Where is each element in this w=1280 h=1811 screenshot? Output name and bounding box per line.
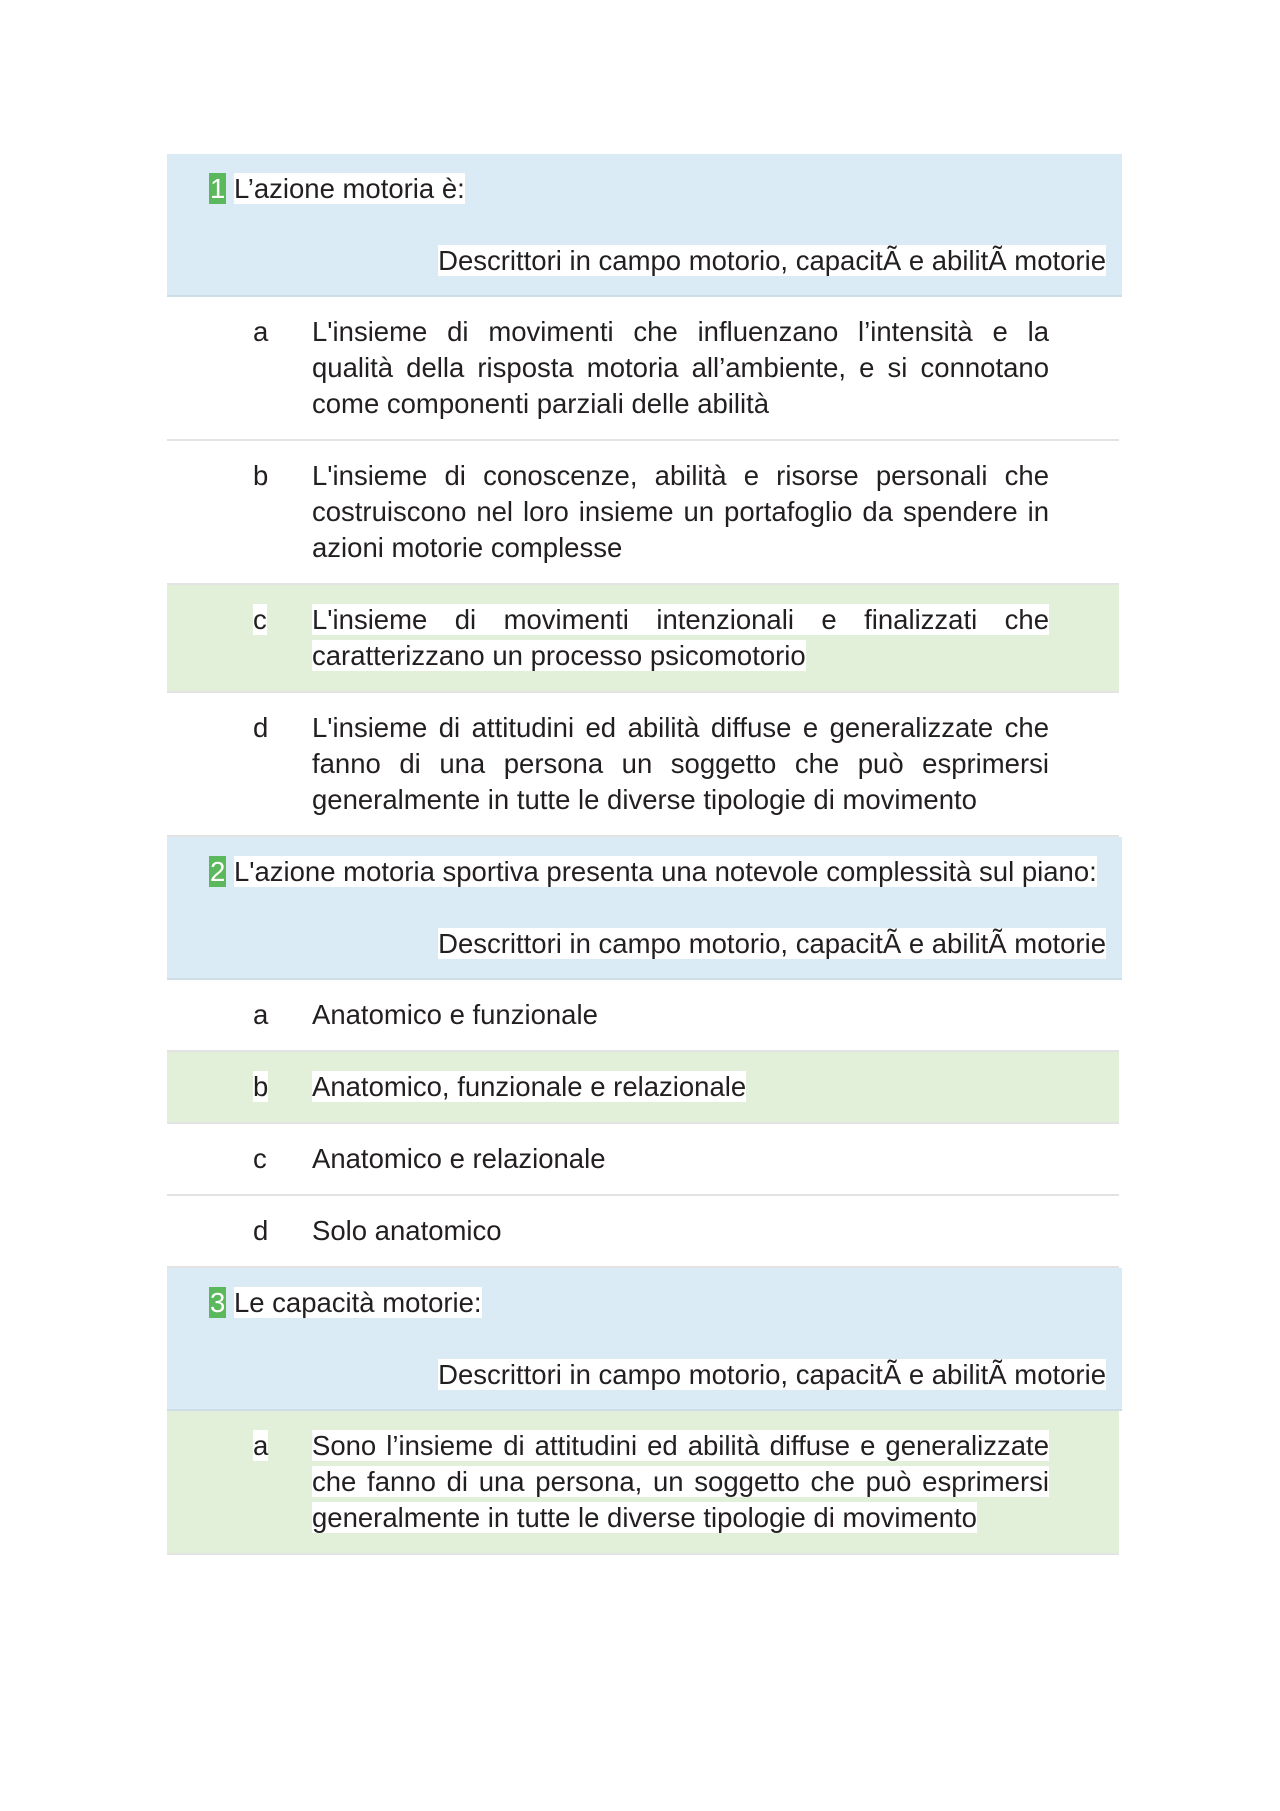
question-header	[167, 154, 1122, 297]
option-letter: c	[253, 604, 267, 635]
option-text: L'insieme di movimenti intenzionali e finalizzati che caratterizzano un processo psicomotorio	[312, 604, 1049, 671]
option-text: Anatomico, funzionale e relazionale	[312, 1071, 747, 1102]
option-letter: d	[253, 1215, 269, 1246]
question-number-badge: 1	[210, 173, 226, 204]
answer-option-d[interactable]	[167, 1196, 1119, 1268]
question-number-badge: 2	[210, 856, 226, 887]
option-text: Anatomico e funzionale	[312, 999, 598, 1030]
question-header	[167, 837, 1122, 980]
option-letter: a	[253, 999, 269, 1030]
answer-option-a-correct[interactable]	[167, 1411, 1119, 1555]
question-2	[167, 837, 1122, 1268]
question-header	[167, 1268, 1122, 1411]
question-1	[167, 154, 1122, 837]
option-text: L'insieme di attitudini ed abilità diffuse e generalizzate che fanno di una persona un soggetto che può esprimersi generalmente in tutte le diverse tipologie di movimento	[312, 712, 1049, 815]
question-number-badge: 3	[210, 1287, 226, 1318]
question-3	[167, 1268, 1122, 1555]
quiz-sheet	[167, 154, 1122, 1555]
option-letter: c	[253, 1143, 267, 1174]
answer-option-a[interactable]	[167, 980, 1119, 1052]
descriptor-text: Descrittori in campo motorio, capacitÃ e abilitÃ motorie	[438, 1359, 1106, 1390]
question-text: Le capacità motorie:	[233, 1287, 482, 1318]
answer-option-a[interactable]	[167, 297, 1119, 441]
question-descriptor	[209, 926, 1106, 962]
answer-option-b-correct[interactable]	[167, 1052, 1119, 1124]
option-text: L'insieme di movimenti che influenzano l’intensità e la qualità della risposta motoria all’ambiente, e si connotano come componenti parziali delle abilità	[312, 316, 1049, 419]
question-text: L’azione motoria è:	[233, 173, 465, 204]
option-letter: d	[253, 712, 269, 743]
answer-option-b[interactable]	[167, 441, 1119, 585]
option-letter: a	[253, 1430, 269, 1461]
question-text: L'azione motoria sportiva presenta una notevole complessità sul piano:	[233, 856, 1097, 887]
descriptor-text: Descrittori in campo motorio, capacitÃ e abilitÃ motorie	[438, 928, 1106, 959]
option-letter: b	[253, 1071, 269, 1102]
option-text: L'insieme di conoscenze, abilità e risorse personali che costruiscono nel loro insieme un portafoglio da spendere in azioni motorie complesse	[312, 460, 1049, 563]
answer-option-c-correct[interactable]	[167, 585, 1119, 693]
question-descriptor	[209, 243, 1106, 279]
option-text: Sono l’insieme di attitudini ed abilità diffuse e generalizzate che fanno di una persona, un soggetto che può esprimersi generalmente in tutte le diverse tipologie di movimento	[312, 1430, 1049, 1533]
option-text: Anatomico e relazionale	[312, 1143, 606, 1174]
answer-option-c[interactable]	[167, 1124, 1119, 1196]
question-descriptor	[209, 1357, 1106, 1393]
option-letter: b	[253, 460, 269, 491]
answer-option-d[interactable]	[167, 693, 1119, 837]
option-text: Solo anatomico	[312, 1215, 502, 1246]
option-letter: a	[253, 316, 269, 347]
descriptor-text: Descrittori in campo motorio, capacitÃ e abilitÃ motorie	[438, 245, 1106, 276]
